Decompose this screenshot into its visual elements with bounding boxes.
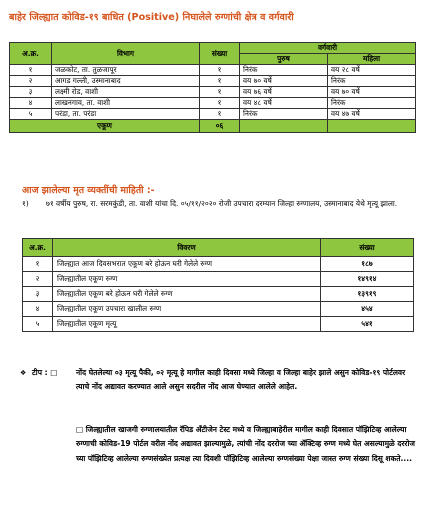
total-value: ०६ — [200, 120, 240, 133]
note-label: टीप : □ — [32, 368, 58, 377]
death-heading: आज झालेल्या मृत व्यक्तींची माहिती :- — [22, 185, 155, 196]
cell-count: १ — [200, 98, 240, 109]
cell-area: जळकोट, ता. तुळजापूर — [52, 65, 200, 76]
table1-col-area: विभाग — [52, 43, 200, 65]
cell-value: १३९१९ — [321, 287, 414, 302]
table1-col-sr: अ.क्र. — [10, 43, 52, 65]
table2-col-sr: अ.क्र. — [23, 239, 53, 257]
cell-desc: जिल्ह्यातील एकूण मृत्यू — [53, 317, 321, 332]
table-row — [10, 87, 416, 98]
cell-male: निरंक — [240, 109, 328, 120]
cell-count: १ — [200, 87, 240, 98]
table1-col-female: महिला — [328, 54, 416, 65]
cell-value: १४९१४ — [321, 272, 414, 287]
cell-sr: ३ — [23, 287, 53, 302]
total-empty-cell — [328, 120, 416, 133]
table-row — [23, 287, 414, 302]
table-row — [23, 272, 414, 287]
cell-desc: जिल्ह्यातील एकूण बरे होऊन घरी गेलेले रुग्ण — [53, 287, 321, 302]
table1-header-row — [10, 43, 416, 54]
table-row — [10, 65, 416, 76]
table1-col-male: पुरुष — [240, 54, 328, 65]
table2-col-desc: विवरण — [53, 239, 321, 257]
table-row — [23, 302, 414, 317]
cell-female: वय ४७ वर्षे — [328, 109, 416, 120]
table1-col-class: वर्गवारी — [240, 43, 416, 54]
summary-table — [22, 238, 414, 332]
table2-header-row — [23, 239, 414, 257]
cell-sr: २ — [23, 272, 53, 287]
cell-female: निरंक — [328, 76, 416, 87]
note-paragraph-1: नोंद घेतलेल्या ०३ मृत्यू पैकी, ०२ मृत्यू हे मागील काही दिवसा मध्ये जिल्हा व जिल्हा बाहेर झाले असुन कोविड-१९ पोर्टलवर त्याचे नोंद अद्यावत करण्यात आले असुन सदरील नोंद आज घेण्यात आलेले आहेत. — [76, 368, 406, 392]
cell-count: १ — [200, 76, 240, 87]
cell-count: १ — [200, 65, 240, 76]
cell-sr: १ — [10, 65, 52, 76]
cell-count: १ — [200, 109, 240, 120]
cell-sr: ५ — [23, 317, 53, 332]
area-classification-table — [9, 42, 416, 133]
cell-male: वय ७० वर्षे — [240, 76, 328, 87]
table-row — [10, 109, 416, 120]
table-row — [23, 257, 414, 272]
cell-sr: ४ — [10, 98, 52, 109]
cell-female: वय २८ वर्षे — [328, 65, 416, 76]
table2-col-count: संख्या — [321, 239, 414, 257]
table-row — [23, 317, 414, 332]
cell-sr: ५ — [10, 109, 52, 120]
cell-area: आगड गल्ली, उस्मानाबाद — [52, 76, 200, 87]
cell-male: निरंक — [240, 65, 328, 76]
cell-desc: जिल्ह्यातील एकूण रुग्ण — [53, 272, 321, 287]
cell-female: निरंक — [328, 98, 416, 109]
death-entry-text: ७१ वर्षीय पुरुष, रा. सरमकुंडी, ता. वाशी यांचा दि. ०५/११/२०२० रोजी उपचारा दरम्यान जिल्हा रुग्णालय, उस्मानाबाद येथे मृत्यू झाला. — [46, 199, 398, 208]
diamond-bullet-icon: ❖ — [20, 369, 27, 377]
table1-col-count: संख्या — [200, 43, 240, 65]
cell-desc: जिल्ह्यात आज दिवसभरात एकूण बरे होऊन घरी गेलेले रुग्ण — [53, 257, 321, 272]
table-row — [10, 98, 416, 109]
cell-male: वय ७६ वर्षे — [240, 87, 328, 98]
cell-area: लक्ष्मी रोड, वाशी — [52, 87, 200, 98]
cell-male: वय ४८ वर्षे — [240, 98, 328, 109]
heading: बाहेर जिल्ह्यात कोविड-१९ बाधित (Positive) निघालेले रुग्णांची क्षेत्र व वर्गवारी — [9, 12, 294, 23]
cell-value: १८७ — [321, 257, 414, 272]
cell-value: ५४१ — [321, 317, 414, 332]
cell-area: लाखनगाव, ता. वाशी — [52, 98, 200, 109]
cell-sr: ४ — [23, 302, 53, 317]
note-paragraph-2: □ जिल्ह्यातील खाजगी रुग्णालयातील रॅपिड अँटीजेन टेस्ट मध्ये व जिल्ह्याबाहेरील मागील काही दिवसात पॉझिटिव्ह आलेल्या रुग्णाची कोविड-19 पोर्टल वरील नोंद अद्यावत झाल्यामुळे, त्यांची नोंद दररोज च्या ॲक्टिव्ह रुग्ण मध्ये घेत असल्यामुळे दररोज च्या पॉझिटिव्ह आलेल्या रुग्णसंख्येत प्रत्यक्ष त्या दिवशी पॉझिटिव्ह आलेल्या रुग्णसंख्या पेक्षा जास्त रुग्ण संख्या दिसू शकते.... — [76, 425, 415, 463]
cell-desc: जिल्ह्यातील एकूण उपचारा खालील रुग्ण — [53, 302, 321, 317]
cell-female: वय ७० वर्षे — [328, 87, 416, 98]
cell-area: परंडा, ता. परंडा — [52, 109, 200, 120]
table-row — [10, 76, 416, 87]
death-entry-number: १) — [22, 199, 29, 208]
cell-value: ४५४ — [321, 302, 414, 317]
cell-sr: ३ — [10, 87, 52, 98]
total-empty-cell — [240, 120, 328, 133]
cell-sr: १ — [23, 257, 53, 272]
total-label: एकूण — [10, 120, 200, 133]
cell-sr: २ — [10, 76, 52, 87]
total-row — [10, 120, 416, 133]
